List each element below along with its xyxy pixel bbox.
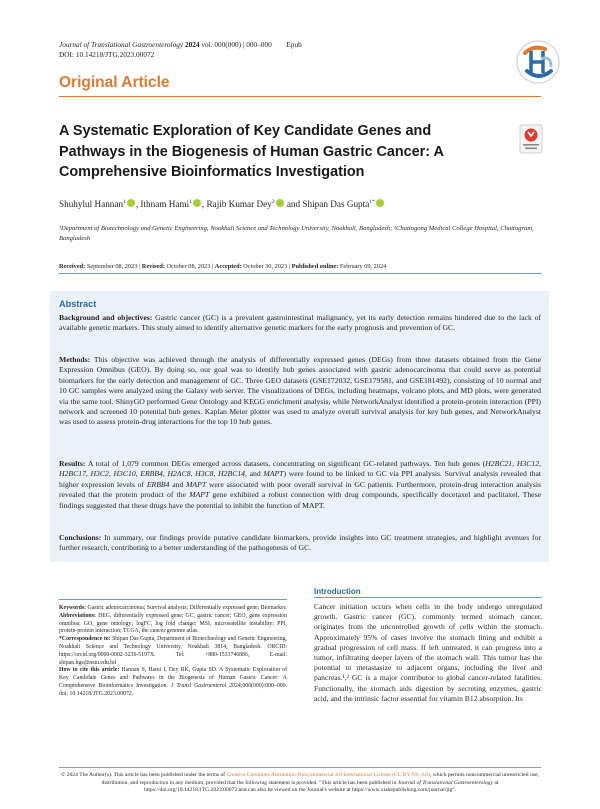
divider — [314, 597, 542, 598]
license-footer — [59, 772, 541, 795]
author-sup: 2 — [271, 199, 275, 205]
section-text: were associated with poor overall survival in GC patients. Furthermore, protein-drug interaction analysis revealed that the protein product of the — [59, 479, 541, 500]
gene-name: ERBB4 — [146, 479, 170, 489]
received-label: Received: — [59, 263, 86, 270]
check-for-updates-icon[interactable] — [519, 124, 543, 154]
section-text: In summary, our findings provide putative candidate biomarkers, provide insights into GC treatment strategies, and highlight avenues for further research, contributing to a better understanding of the pathogenesis of GC. — [59, 533, 541, 553]
abbreviations — [59, 613, 287, 636]
keywords — [59, 605, 287, 613]
section-text: and — [169, 479, 187, 489]
section-text: This objective was achieved through the analysis of differentially expressed genes (DEGs) from three datasets obtained from the Gene Expression Omnibus (GEO). By doing so, our goal was to identify hub genes associated with gastric adenocarcinoma that could serve as potential biomarkers for the early detection and management of GC. Three GEO datasets (GSE172032, GSE179581, and GSE181492), consisting of 10 normal and 10 GC samples were analyzed using the Galaxy web server. The visualizations of DEGs, including heatmaps, volcano plots, and MD plots, were generated via the same tool. ShinyGO performed Gene Ontology and KEGG enrichment analysis, while NetworkAnalyst identified a protein-protein interaction (PPI) network and screened 10 potential hub genes. Kaplan Meier plotter was used to analyze overall survival analysis for key hub genes, and NetworkAnalyst was used to assess protein-drug interactions for the top 10 hub genes. — [59, 355, 541, 427]
footer-text: , which permits noncommercial unrestricted use, distribution, and reproduction in any medium, provided that the following statement is provided. "This article has been published in — [101, 772, 539, 786]
keywords-label: Keywords: — [59, 605, 87, 611]
orcid-icon[interactable] — [276, 199, 284, 207]
citation-text: Hannan S, Hami I, Dey RK, Gupta SD. A Systematic Exploration of Key Candidate Genes and Pathways in the Biogenesis of Human Gastric Cancer: A Comprehensive Bioinformatics Investigation. — [59, 667, 287, 689]
introduction-heading: Introduction — [314, 587, 361, 596]
author-name: Shuhylul Hannan — [59, 199, 124, 210]
journal-logo-icon — [513, 37, 563, 87]
divider — [59, 767, 541, 768]
divider — [59, 96, 541, 97]
introduction-text: Cancer initiation occurs when cells in the body undergo unregulated growth. Gastric cancer (GC), commonly termed stomach cancer, originates from the uncontrolled growth of cells within the stomach. Approximately 95% of cases involve the stomach lining and exhibit a gradual progression of cell mass. If left untreated, it can progress into a tumor, infiltrating deeper layers of the stomach wall. This tumor has the potential to metastasize to adjacent organs, including the liver and pancreas.¹,² GC is a major contributor to global cancer-related fatalities. Functionally, the stomach aids digestion by secreting enzymes, gastric acid, and the intrinsic factor essential for vitamin B12 absorption. Its — [314, 602, 542, 703]
accepted-date: October 30, 2023 — [243, 263, 288, 270]
citation-end: 2024;000(000):000–000. doi: 10.14218/JTG.2023.00072. — [59, 682, 287, 697]
correspondence — [59, 636, 287, 667]
gene-list: H2BC21, H3C12, H2BC17, H3C2, H3C10, ERBB4, H2AC8, H3C8, H2BC14, — [59, 459, 541, 479]
gene-name: MAPT — [186, 479, 207, 489]
orcid-icon[interactable] — [127, 199, 135, 207]
citation — [59, 667, 287, 698]
keywords-text: Gastric adenocarcinoma; Survival analysis; Differentially expressed gene; Biomarker. — [87, 605, 287, 611]
published-date: February 09, 2024 — [339, 263, 387, 270]
author-list: Shuhylul Hannan$^1$ , Ithnam Hami$^1$ , Rajib Kumar Dey$^2$ and Shipan Das Gupta$^{1*}$ — [59, 199, 385, 209]
abstract-results — [59, 459, 541, 511]
journal-year: 2024 — [184, 40, 200, 49]
revised-date: October 08, 2023 — [166, 263, 211, 270]
section-label: Conclusions: — [59, 533, 102, 542]
orcid-icon[interactable] — [376, 199, 384, 207]
author-sup: 1 — [189, 199, 192, 205]
gene-name: MAPT — [263, 469, 284, 479]
abstract-conclusions — [59, 533, 541, 554]
section-text: Gastric cancer (GC) is a prevalent gastrointestinal malignancy, yet its early detection remains hindered due to the lack of available genetic markers. This study aimed to identify alternative genetic markers for the early prognosis and prevention of GC. — [59, 313, 542, 333]
license-link[interactable]: Creative Commons Attribution-Noncommercial 4.0 International License (CC BY-NC 4.0) — [226, 772, 430, 778]
article-notes — [59, 605, 287, 699]
abbreviations-label: Abbreviations: — [59, 612, 96, 619]
gene-name: MAPT — [189, 490, 210, 500]
orcid-icon[interactable] — [193, 199, 201, 207]
section-text: A total of 1,079 common DEGs emerged across datasets, concentrating on significant GC-related pathways. Ten hub genes ( — [87, 459, 486, 468]
section-text: and — [246, 469, 264, 479]
divider — [59, 273, 541, 274]
abstract-background — [59, 313, 541, 334]
footer-text: © 2024 The Author(s). This article has been published under the terms of — [61, 772, 227, 778]
accepted-label: Accepted: — [214, 263, 242, 270]
divider — [59, 599, 287, 600]
author-name: Ithnam Hami — [140, 199, 190, 210]
revised-label: Revised: — [141, 263, 165, 270]
affiliations: ¹Department of Biotechnology and Genetic Engineering, Noakhali Science and Technology University, Noakhali, Bangladesh; ²Chattogong Medical College Hospital, Chattogram, Bangladesh — [59, 225, 534, 242]
section-label: Results: — [59, 459, 86, 468]
author-sup: 1* — [369, 199, 375, 205]
abbreviations-text: DEG, differentially expressed gene; GC, gastric cancer; GEO, gene expression omnibus; GO, gene ontology; logFC, log fold change; MSI, microsatellite instability; PPI, protein-protein interaction; TCGA, the cancer genome atlas. — [59, 612, 287, 635]
journal-name: Journal of Translational Gastroenterology — [59, 40, 184, 49]
author-name: Rajib Kumar Dey — [206, 199, 272, 210]
citation-journal: J Transl Gastroenterol — [170, 682, 227, 689]
abstract-heading: Abstract — [59, 299, 97, 309]
article-type: Original Article — [59, 74, 170, 91]
abstract-methods — [59, 355, 541, 428]
section-label: Background and objectives: — [59, 313, 153, 322]
author-name: Shipan Das Gupta — [302, 199, 370, 210]
journal-volume: vol. 000(000) | 000–000 Epub — [199, 40, 302, 49]
footer-text: at https://doi.org/10.14218/JTG.2023.00072 and can also be viewed on the Journal's website at https://www.xiahepublishing.com/journal/jtg". — [144, 779, 499, 794]
doi[interactable]: DOI: 10.14218/JTG.2023.00072 — [59, 50, 155, 59]
citation-label: How to cite this article: — [59, 667, 120, 674]
received-date: September 08, 2023 — [86, 263, 138, 270]
footer-journal: Journal of Translational Gastroenterology — [397, 779, 493, 786]
published-label: Published online: — [291, 263, 339, 270]
article-dates: Received: September 08, 2023 | Revised: October 08, 2023 | Accepted: October 30, 2023 | Published online: February 09, 2024 — [59, 263, 387, 270]
article-title: A Systematic Exploration of Key Candidate Genes and Pathways in the Biogenesis of Human Gastric Cancer: A Comprehensive Bioinformatics Investigation — [59, 123, 444, 180]
section-text: gene exhibited a robust connection with drug compounds, specifically docetaxel and paclitaxel. These findings suggested that these drugs have the potential to inhibit the function of MAPT. — [59, 490, 541, 510]
journal-citation — [59, 40, 302, 50]
correspondence-text: Shipan Das Gupta, Department of Biotechnology and Genetic Engineering, Noakhali Science and Technology University, Noakhali 3814, Bangladesh. ORCID: https://orcid.org/0000-0002-3236-5197X. Tel: +880-1533746886, E-mail: shipan.bge@nstu.edu.bd — [59, 636, 288, 666]
author-sup: 1 — [123, 199, 126, 205]
correspondence-label: *Correspondence to: — [59, 636, 111, 643]
section-text: ) were found to be linked to GC via PPI analysis. Survival analysis revealed that higher expression levels of — [59, 469, 541, 489]
section-label: Methods: — [59, 355, 91, 364]
